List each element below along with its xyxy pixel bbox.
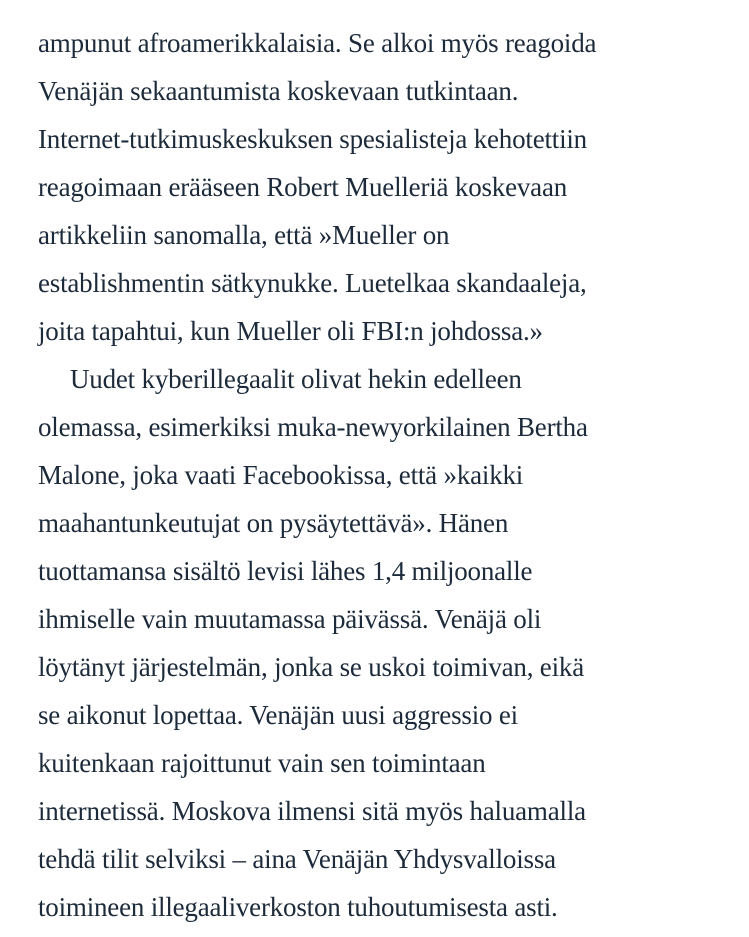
text-line: reagoimaan erääseen Robert Muelleriä koskevaan [38, 172, 568, 202]
text-line: internetissä. Moskova ilmensi sitä myös haluamalla [38, 796, 586, 826]
text-line: Malone, joka vaati Facebookissa, että »kaikki [38, 460, 524, 490]
text-line: ihmiselle vain muutamassa päivässä. Venäjä oli [38, 604, 542, 634]
text-line: ampunut afroamerikkalaisia. Se alkoi myös reagoida [38, 28, 597, 58]
text-line: löytänyt järjestelmän, jonka se uskoi toimivan, eikä [38, 652, 584, 682]
text-line: Venäjän sekaantumista koskevaan tutkintaan. [38, 76, 519, 106]
text-line: Internet-tutkimuskeskuksen spesialisteja kehotettiin [38, 124, 587, 154]
text-line: se aikonut lopettaa. Venäjän uusi aggressio ei [38, 700, 518, 730]
text-line: tuottamansa sisältö levisi lähes 1,4 miljoonalle [38, 556, 533, 586]
text-line: joita tapahtui, kun Mueller oli FBI:n johdossa.» [38, 316, 543, 346]
text-line: toimineen illegaaliverkoston tuhoutumisesta asti. [38, 892, 558, 922]
text-line: olemassa, esimerkiksi muka-newyorkilainen Bertha [38, 412, 588, 442]
text-line: tehdä tilit selviksi – aina Venäjän Yhdysvalloissa [38, 844, 556, 874]
text-line: artikkeliin sanomalla, että »Mueller on [38, 220, 450, 250]
paragraph-first-line: Uudet kyberillegaalit olivat hekin edelleen [70, 364, 522, 394]
text-line: establishmentin sätkynukke. Luetelkaa skandaaleja, [38, 268, 587, 298]
text-line: kuitenkaan rajoittunut vain sen toimintaan [38, 748, 486, 778]
text-line: maahantunkeutujat on pysäytettävä». Hänen [38, 508, 509, 538]
